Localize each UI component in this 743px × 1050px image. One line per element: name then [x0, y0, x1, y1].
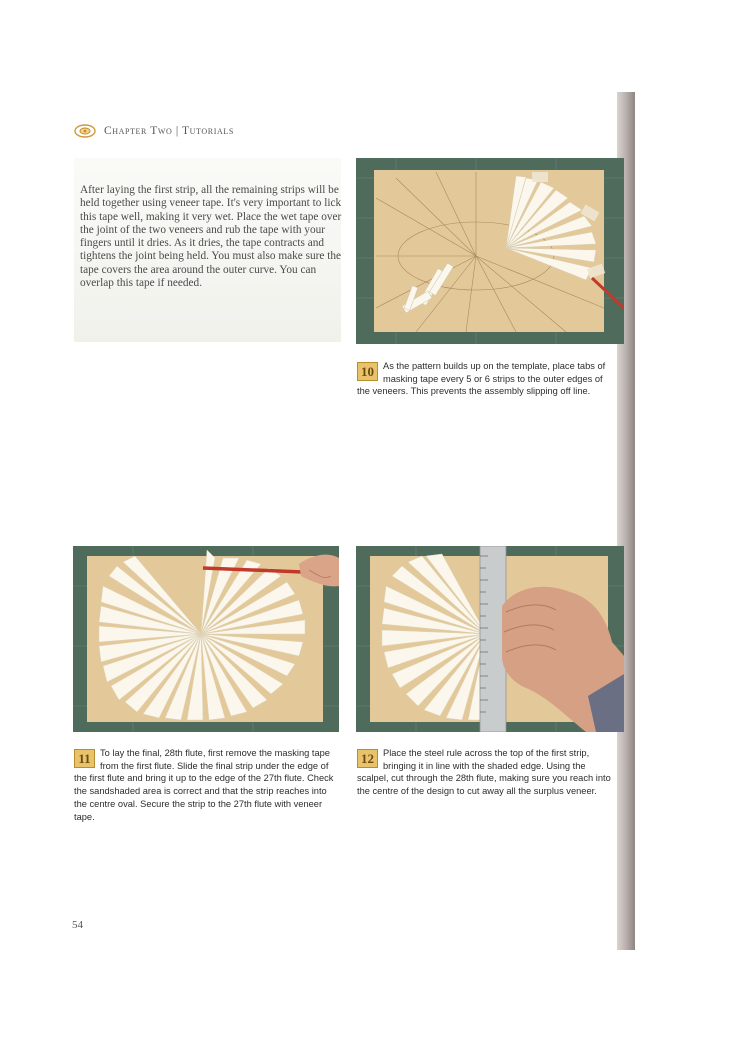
- intro-paragraph: After laying the first strip, all the remaining strips will be held together using veneer tape. It's very important to lick this tape well, making it very wet. Place the wet tape over the joint of the two veneers and rub the tape with your fingers until it dries. As it dries, the tape contracts and tightens the joint being held. You must also make sure the tape covers the area around the outer curve. You can overlap this tape if needed.: [80, 184, 342, 290]
- photo-step-12: [356, 546, 624, 732]
- step-number-badge: 10: [357, 362, 378, 381]
- chapter-header: [74, 121, 234, 141]
- caption-step-10: [357, 360, 617, 398]
- photo-step-10: [356, 158, 624, 344]
- step-caption-text: To lay the final, 28th flute, first remove the masking tape from the first flute. Slide the final strip under the edge of the first flute and bring it up to the edge of the 27th flute. Check the sandshaded area is correct and that the strip reaches into the centre oval. Secure the strip to the 27th flute with veneer tape.: [74, 748, 334, 822]
- step-number-badge: 11: [74, 749, 95, 768]
- page-number: 54: [72, 919, 83, 931]
- flower-ornament-icon: [74, 124, 96, 138]
- photo-step-11: [73, 546, 339, 732]
- step-caption-text: Place the steel rule across the top of the first strip, bringing it in line with the shaded edge. Using the scalpel, cut through the 28th flute, making sure you reach into the centre of the design to cut away all the surplus veneer.: [357, 748, 611, 797]
- chapter-title: Chapter Two | Tutorials: [104, 125, 234, 137]
- caption-step-11: [74, 747, 340, 823]
- step-number-badge: 12: [357, 749, 378, 768]
- step-caption-text: As the pattern builds up on the template, place tabs of masking tape every 5 or 6 strips to the outer edges of the veneers. This prevents the assembly slipping off line.: [357, 361, 606, 397]
- caption-step-12: [357, 747, 619, 798]
